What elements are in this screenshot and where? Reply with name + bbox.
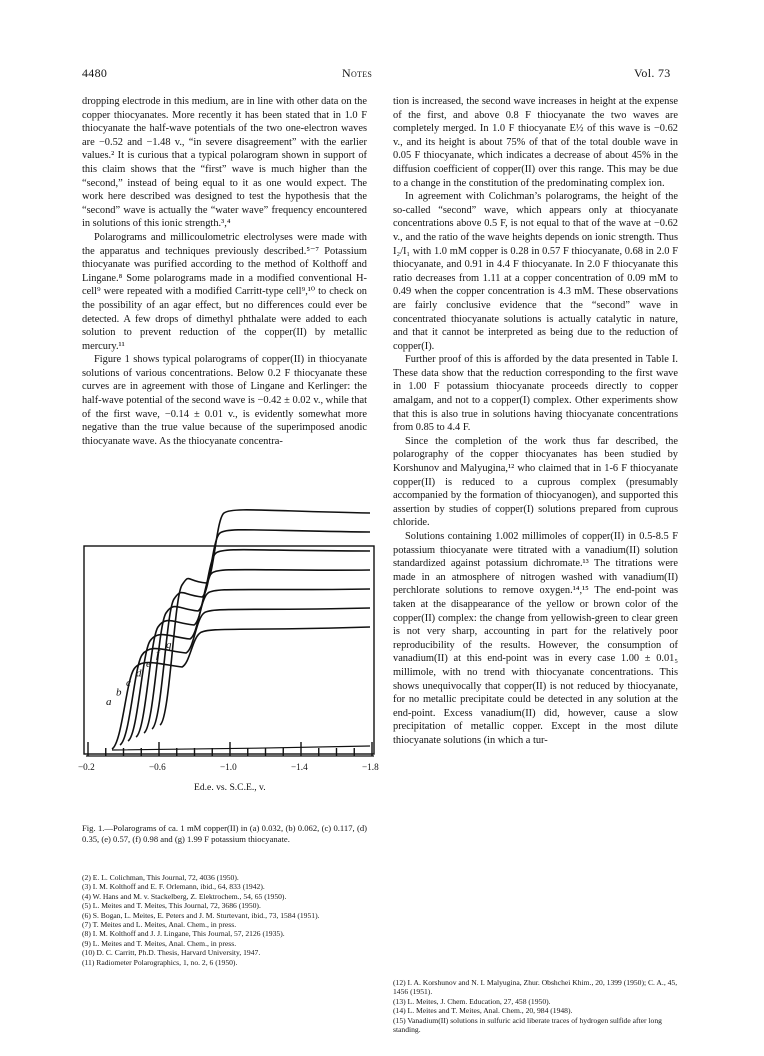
figure-caption: Fig. 1.—Polarograms of ca. 1 mM copper(II) in (a) 0.032, (b) 0.062, (c) 0.117, (d) 0.35, (e) 0.57, (f) 0.98 and (g) 1.99 F potassium thiocyanate. bbox=[82, 823, 367, 844]
paragraph: dropping electrode in this medium, are in line with other data on the copper thiocyanates. More recently it has been stated that in 1.0 F thiocyanate the half-wave potentials of the two one-electron waves are −0.52 and −1.48 v., “in severe disagreement” with the earlier values.² It is curious that a typical polarogram shown in support of this claim shows that the “first” wave is much higher than the “second,” instead of being equal to it as one would expect. The work here described was designed to test the hypothesis that the “second” wave is actually the “water wave” frequency encountered in solutions of this ionic strength.³,⁴ bbox=[82, 96, 367, 230]
figure-1 bbox=[78, 544, 379, 804]
x-tick-label: −1.0 bbox=[220, 762, 237, 772]
polarogram-curve bbox=[112, 627, 370, 749]
footnote: (3) I. M. Kolthoff and E. F. Orlemann, ibid., 64, 833 (1942). bbox=[82, 882, 265, 892]
curve-label: a bbox=[106, 696, 112, 708]
paragraph: Solutions containing 1.002 millimoles of copper(II) in 0.5-8.5 F potassium thiocyanate were titrated with a vanadium(II) solution standardized against potassium dichromate.¹³ The titrations were made in an atmosphere of nitrogen washed with vanadium(II) perchlorate solutions to remove oxygen.¹⁴,¹⁵ The end-point was taken at the disappearance of the yellow or brown color of the copper(II) complex: the change from yellowish-green to clear green is not very sharp, accounting in part for the relatively poor reproducibility of the results. However, the consumption of vanadium(II) at this end-point was in every case 1.00 ± 0.01₅ millimole, with no trend with thiocyanate concentrations. This shows unequivocally that copper(II) is not reduced by thiocyanate, for no metallic precipitate could be detected in any solution at the end-point. Excess vanadium(II) did, however, cause a slow precipitation of metallic copper. Except in the most dilute thiocyanate solutions (in which a tur- bbox=[393, 531, 678, 746]
footnote: (6) S. Bogan, L. Meites, E. Peters and J. M. Sturtevant, ibid., 73, 1584 (1951). bbox=[82, 910, 320, 920]
footnote: (7) T. Meites and L. Meites, Anal. Chem., in press. bbox=[82, 920, 237, 930]
paragraph: Since the completion of the work thus far described, the polarography of the copper thiocyanates has been studied by Korshunov and Malyugina,¹² who claimed that in 1-6 F thiocyanate copper(II) is reduced to a cuprous complex (presumably accompanied by the formation of thiocyanogen), and supported this assertion by studies of copper(I) solutions prepared from cuprous chloride. bbox=[393, 435, 678, 529]
paragraph: Figure 1 shows typical polarograms of copper(II) in thiocyanate solutions of various concentrations. Below 0.2 F thiocyanate these curves are in agreement with those of Lingane and Kerlinger: the half-wave potential of the second wave is −0.42 ± 0.02 v., while that of the first wave, −0.14 ± 0.01 v., is evidently somewhat more negative than the true value because of the superimposed anodic thiocyanate wave. As the thiocyanate concentra- bbox=[82, 354, 367, 447]
footnote: (2) E. L. Colichman, This Journal, 72, 4036 (1950). bbox=[82, 873, 239, 882]
footnote: (15) Vanadium(II) solutions in sulfuric acid liberate traces of hydrogen sulfide after long standing. bbox=[393, 1015, 662, 1035]
polarogram-plot bbox=[78, 544, 379, 804]
right-column bbox=[393, 95, 678, 748]
paragraph: Polarograms and millicoulometric electrolyses were made with the apparatus and techniques previously described.⁵⁻⁷ Potassium thiocyanate was purified according to the method of Kolthoff and Lingane.⁸ Some polarograms made in a modified conventional H-cell⁹ were repeated with a modified Carritt-type cell⁹,¹⁰ to check on the possibility of an agar effect, but no differences could ever be detected. A few drops of dimethyl phthalate were added to each solution to prevent reduction of the copper(II) by metallic mercury.¹¹ bbox=[82, 231, 367, 352]
paragraph: Further proof of this is afforded by the data presented in Table I. These data show that the reduction corresponding to the first wave in 1.00 F potassium thiocyanate proceeds directly to copper amalgam, and not to a copper(I) complex. Other experiments show that this is also true in solutions having thiocyanate concentrations from 0.85 to 4.4 F. bbox=[393, 354, 678, 434]
curve-label: g bbox=[166, 639, 172, 651]
footnotes-right bbox=[393, 978, 685, 1034]
footnote: (8) I. M. Kolthoff and J. J. Lingane, This Journal, 57, 2126 (1935). bbox=[82, 929, 285, 939]
polarogram-curve bbox=[136, 570, 370, 737]
footnote: (4) W. Hans and M. v. Stackelberg, Z. Elektrochem., 54, 65 (1950). bbox=[82, 891, 287, 901]
curve-label: d bbox=[136, 667, 142, 680]
volume-label: Vol. 73 bbox=[634, 66, 671, 80]
x-axis-title: Ed.e. vs. S.C.E., v. bbox=[194, 782, 266, 793]
page-number: 4480 bbox=[82, 66, 108, 80]
paragraph: tion is increased, the second wave increases in height at the expense of the first, and above 0.8 F thiocyanate the two waves are completely merged. In 1.0 F thiocyanate E½ of this wave is −0.62 v., and its height is about 75% of that of the total double wave in 0.05 F thiocyanate, which indicates a decrease of about 45% in the diffusion coefficient of copper(II) over this range. This may be due to a change in the constitution of the predominating complex ion. bbox=[393, 96, 678, 189]
footnotes-left bbox=[82, 873, 367, 967]
footnote: (10) D. C. Carritt, Ph.D. Thesis, Harvard University, 1947. bbox=[82, 948, 261, 958]
footnote: (14) L. Meites and T. Meites, Anal. Chem., 20, 984 (1948). bbox=[393, 1006, 573, 1016]
x-tick-label: −0.6 bbox=[149, 762, 166, 772]
footnote: (5) L. Meites and T. Meites, This Journal, 72, 3686 (1950). bbox=[82, 901, 261, 911]
polarogram-curve bbox=[144, 550, 370, 733]
residual-current-line bbox=[112, 746, 370, 750]
curve-label: c bbox=[126, 677, 131, 689]
section-title: Notes bbox=[342, 66, 373, 80]
paragraph: In agreement with Colichman’s polarograms, the height of the so-called “second” wave, which appears only at thiocyanate concentrations above 0.5 F, is not equal to that of the wave at −0.62 v., and the ratio of the wave heights depends on ionic strength. Thus I₂/I₁ with 1.0 mM copper is 0.28 in 0.57 F thiocyanate, 0.68 in 2.0 F thiocyanate, and 0.91 in 4.4 F thiocyanate. In 2.0 F thiocyanate this ratio decreases from 1.11 at a copper concentration of 0.09 mM to 0.49 when the copper concentration is 4.3 mM. These observations are fairly conclusive evidence that the “second” wave in concentrated thiocyanate solutions is actually catalytic in nature, and that it cannot be interpreted as being due to the reduction of copper(I). bbox=[393, 191, 678, 352]
polarogram-curve bbox=[160, 510, 370, 725]
x-tick-label: −1.8 bbox=[362, 762, 379, 772]
x-tick-label: −0.2 bbox=[78, 762, 95, 772]
footnote: (11) Radiometer Polarographics, 1, no. 2, 6 (1950). bbox=[82, 957, 238, 967]
curve-label: f bbox=[156, 648, 160, 661]
footnote: (12) I. A. Korshunov and N. I. Malyugina, Zhur. Obshchei Khim., 20, 1399 (1950); C. A., 45, 1456 (1951). bbox=[393, 978, 678, 997]
footnote: (13) L. Meites, J. Chem. Education, 27, 458 (1950). bbox=[393, 996, 551, 1006]
left-column bbox=[82, 95, 367, 448]
curve-label: e bbox=[146, 658, 151, 670]
x-tick-label: −1.4 bbox=[291, 762, 308, 772]
curve-label: b bbox=[116, 686, 122, 699]
footnote: (9) L. Meites and T. Meites, Anal. Chem., in press. bbox=[82, 938, 237, 948]
